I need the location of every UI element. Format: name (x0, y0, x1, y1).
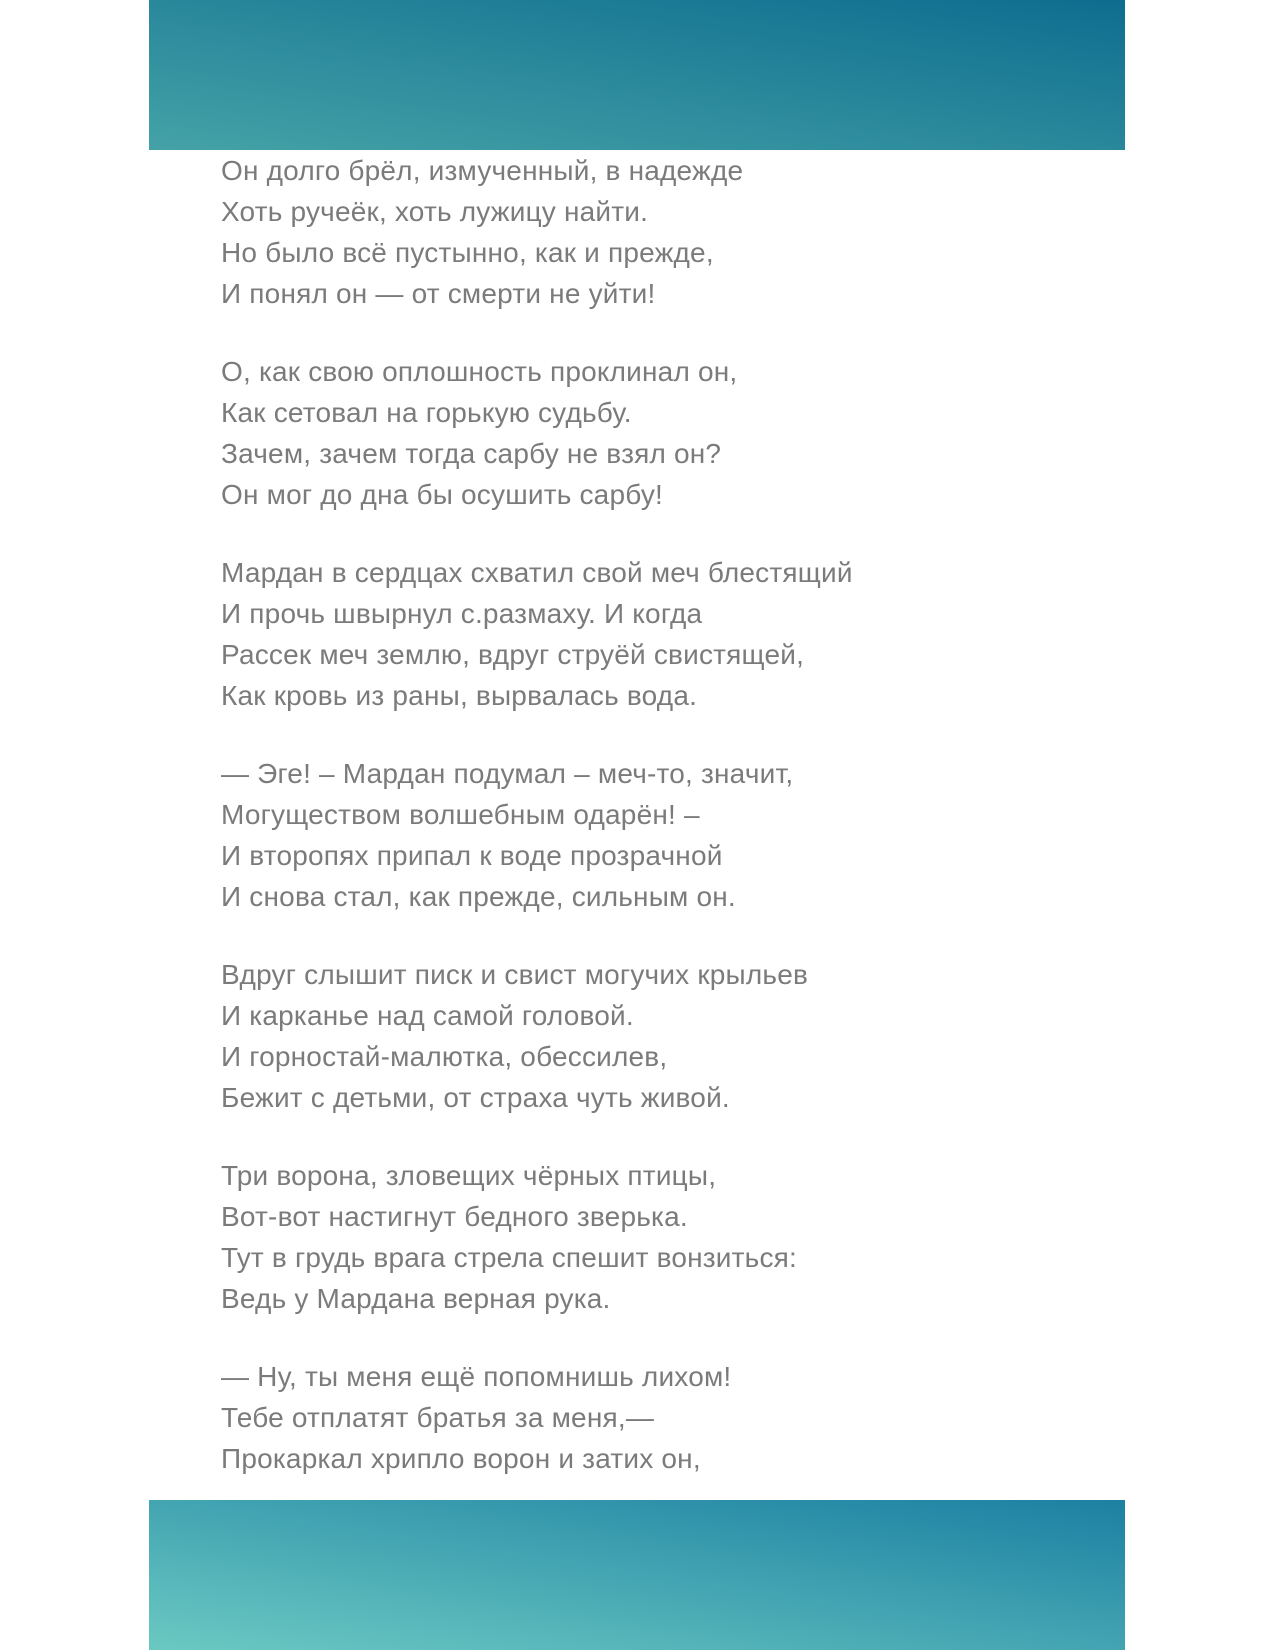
poem-line: Мардан в сердцах схватил свой меч блестящий (221, 557, 853, 588)
poem-line: И карканье над самой головой. (221, 1000, 634, 1031)
bottom-decoration-bar (149, 1500, 1125, 1650)
poem-line: Он долго брёл, измученный, в надежде (221, 155, 744, 186)
poem-line: — Эге! – Мардан подумал – меч-то, значит, (221, 758, 794, 789)
poem-line: И понял он — от смерти не уйти! (221, 278, 656, 309)
poem-line: Как кровь из раны, вырвалась вода. (221, 680, 698, 711)
poem-line: Вдруг слышит писк и свист могучих крыльев (221, 959, 809, 990)
stanza (221, 552, 1081, 716)
poem-line: О, как свою оплошность проклинал он, (221, 356, 738, 387)
stanza (221, 150, 1081, 314)
poem-line: Но было всё пустынно, как и прежде, (221, 237, 714, 268)
poem-line: Тебе отплатят братья за меня,— (221, 1402, 655, 1433)
poem-line: И второпях припал к воде прозрачной (221, 840, 723, 871)
stanza (221, 1155, 1081, 1319)
poem-line: — Ну, ты меня ещё попомнишь лихом! (221, 1361, 732, 1392)
poem-line: И горностай-малютка, обессилев, (221, 1041, 668, 1072)
poem-line: Бежит с детьми, от страха чуть живой. (221, 1082, 730, 1113)
poem-line: Вот-вот настигнут бедного зверька. (221, 1201, 688, 1232)
stanza (221, 1356, 1081, 1479)
poem-line: Он мог до дна бы осушить сарбу! (221, 479, 664, 510)
stanza (221, 351, 1081, 515)
poem-line: Прокаркал хрипло ворон и затих он, (221, 1443, 701, 1474)
stanza (221, 954, 1081, 1118)
poem-line: И снова стал, как прежде, сильным он. (221, 881, 736, 912)
stanza (221, 753, 1081, 917)
top-decoration-bar (149, 0, 1125, 150)
poem-line: И прочь швырнул с.размаху. И когда (221, 598, 703, 629)
poem-line: Ведь у Мардана верная рука. (221, 1283, 611, 1314)
poem-line: Могуществом волшебным одарён! – (221, 799, 700, 830)
poem (221, 150, 1081, 1516)
poem-line: Рассек меч землю, вдруг струёй свистящей, (221, 639, 805, 670)
poem-line: Тут в грудь врага стрела спешит вонзиться: (221, 1242, 798, 1273)
poem-line: Три ворона, зловещих чёрных птицы, (221, 1160, 717, 1191)
poem-line: Как сетовал на горькую судьбу. (221, 397, 632, 428)
poem-line: Зачем, зачем тогда сарбу не взял он? (221, 438, 722, 469)
poem-line: Хоть ручеёк, хоть лужицу найти. (221, 196, 649, 227)
